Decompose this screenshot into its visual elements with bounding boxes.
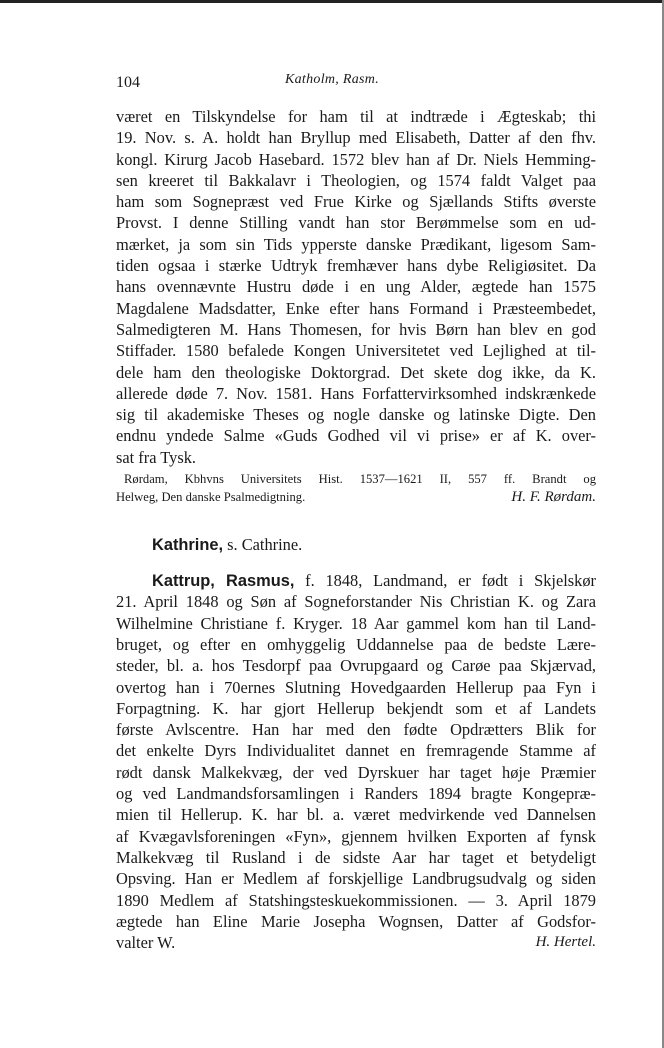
entry-first-line-text: f. 1848, Landmand, er født i Skjelskør	[294, 571, 596, 591]
xref-name: Kathrine,	[152, 536, 224, 555]
text-line: rødt dansk Malkekvæg, der ved Dyrskuer har taget høje Præmier	[116, 762, 596, 782]
text-line: Magdalene Madsdatter, Enke efter hans Formand i Præsteembedet,	[116, 298, 596, 318]
author-signature: H. F. Rørdam.	[511, 489, 596, 506]
entry-first-line	[116, 570, 596, 591]
text-line: Opsving. Han er Medlem af forskjellige Landbrugsudvalg og siden	[116, 869, 596, 889]
entry-katholm	[116, 106, 596, 506]
spacer	[116, 506, 596, 534]
top-border	[0, 0, 664, 3]
last-line	[116, 932, 596, 953]
text-line: sen kreeret til Bakkalavr i Theologien, og 1574 faldt Valget paa	[116, 170, 596, 190]
page-body	[116, 106, 596, 953]
text-line: endnu yndede Salme «Guds Godhed vil vi prise» er af K. over-	[116, 426, 596, 446]
text-line: mærket, ja som sin Tids ypperste danske Prædikant, ligesom Sam-	[116, 234, 596, 254]
text-line: Salmedigteren M. Hans Thomesen, for hvis Børn han blev en god	[116, 319, 596, 339]
text-line: tiden ogsaa i stærke Udtryk fremhæver hans dybe Religiøsitet. Da	[116, 256, 596, 276]
text-line: mien til Hellerup. K. har bl. a. været medvirkende ved Dannelsen	[116, 805, 596, 825]
text-line: 21. April 1848 og Søn af Sogneforstander Nis Christian K. og Zara	[116, 592, 596, 612]
text-line: Forpagtning. K. har gjort Hellerup bekjendt som et af Landets	[116, 698, 596, 718]
page-number: 104	[116, 74, 140, 91]
running-head: Katholm, Rasm.	[284, 72, 380, 87]
text-line: ægtede han Eline Marie Josepha Wognsen, Datter af Godsfor-	[116, 911, 596, 931]
text-line: Provst. I denne Stilling vandt han stor Berømmelse som en ud-	[116, 213, 596, 233]
text-line: ham som Sognepræst ved Frue Kirke og Sjællands Stifts øverste	[116, 192, 596, 212]
text-line: dele ham den theologiske Doktorgrad. Det skete dog ikke, da K.	[116, 362, 596, 382]
text-line: været en Tilskyndelse for ham til at indtræde i Ægteskab; thi	[116, 107, 596, 126]
entry-kattrup	[116, 570, 596, 953]
last-line-text: valter W.	[116, 933, 176, 953]
text-line: 1890 Medlem af Statshingsteskuekommissionen. — 3. April 1879	[116, 890, 596, 910]
cross-reference	[116, 534, 596, 556]
author-signature: H. Hertel.	[535, 934, 596, 951]
text-line: af Kvægavlsforeningen «Fyn», gjennem hvilken Exporten af fynsk	[116, 826, 596, 846]
source-citation-text: Helweg, Den danske Psalmedigtning.	[116, 490, 306, 505]
source-citation-end	[116, 488, 596, 506]
text-line: kongl. Kirurg Jacob Hasebard. 1572 blev han af Dr. Niels Hemming-	[116, 149, 596, 169]
text-line: bruget, og efter en omhyggelig Uddannelse paa de bedste Lære-	[116, 634, 596, 654]
text-line: Wilhelmine Christiane f. Kryger. 18 Aar gammel kom han til Land-	[116, 613, 596, 633]
source-citation: Rørdam, Kbhvns Universitets Hist. 1537—1621 II, 557 ff. Brandt og	[124, 472, 596, 487]
text-line: 19. Nov. s. A. holdt han Bryllup med Elisabeth, Datter af den fhv.	[116, 128, 596, 148]
text-line: hans ovennævnte Hustru døde i en ung Alder, ægtede han 1575	[116, 277, 596, 297]
text-line: Stiffader. 1580 befalede Kongen Universitetet ved Lejlighed at til-	[116, 341, 596, 361]
text-line: Malkekvæg til Rusland i de sidste Aar har taget et betydeligt	[116, 847, 596, 867]
text-line: sat fra Tysk.	[116, 447, 197, 467]
text-line: det enkelte Dyrs Individualitet dannet en fremragende Stamme af	[116, 741, 596, 761]
text-line: overtog han i 70ernes Slutning Hovedgaarden Hellerup paa Fyn i	[116, 677, 596, 697]
text-line: første Avlscentre. Han har med den fødte Opdrætters Blik for	[116, 720, 596, 740]
text-line: steder, bl. a. hos Tesdorpf paa Ovrupgaard og Carøe paa Skjærvad,	[116, 656, 596, 676]
text-line: og ved Landmandsforsamlingen i Randers 1894 bragte Kongepræ-	[116, 784, 596, 804]
spacer	[116, 556, 596, 570]
text-line: allerede døde 7. Nov. 1581. Hans Forfattervirksomhed indskrænkede	[116, 383, 596, 403]
xref-text: s. Cathrine.	[223, 535, 303, 555]
text-line: sig til akademiske Theses og nogle danske og latinske Digte. Den	[116, 405, 596, 425]
entry-name: Kattrup, Rasmus,	[152, 572, 295, 591]
